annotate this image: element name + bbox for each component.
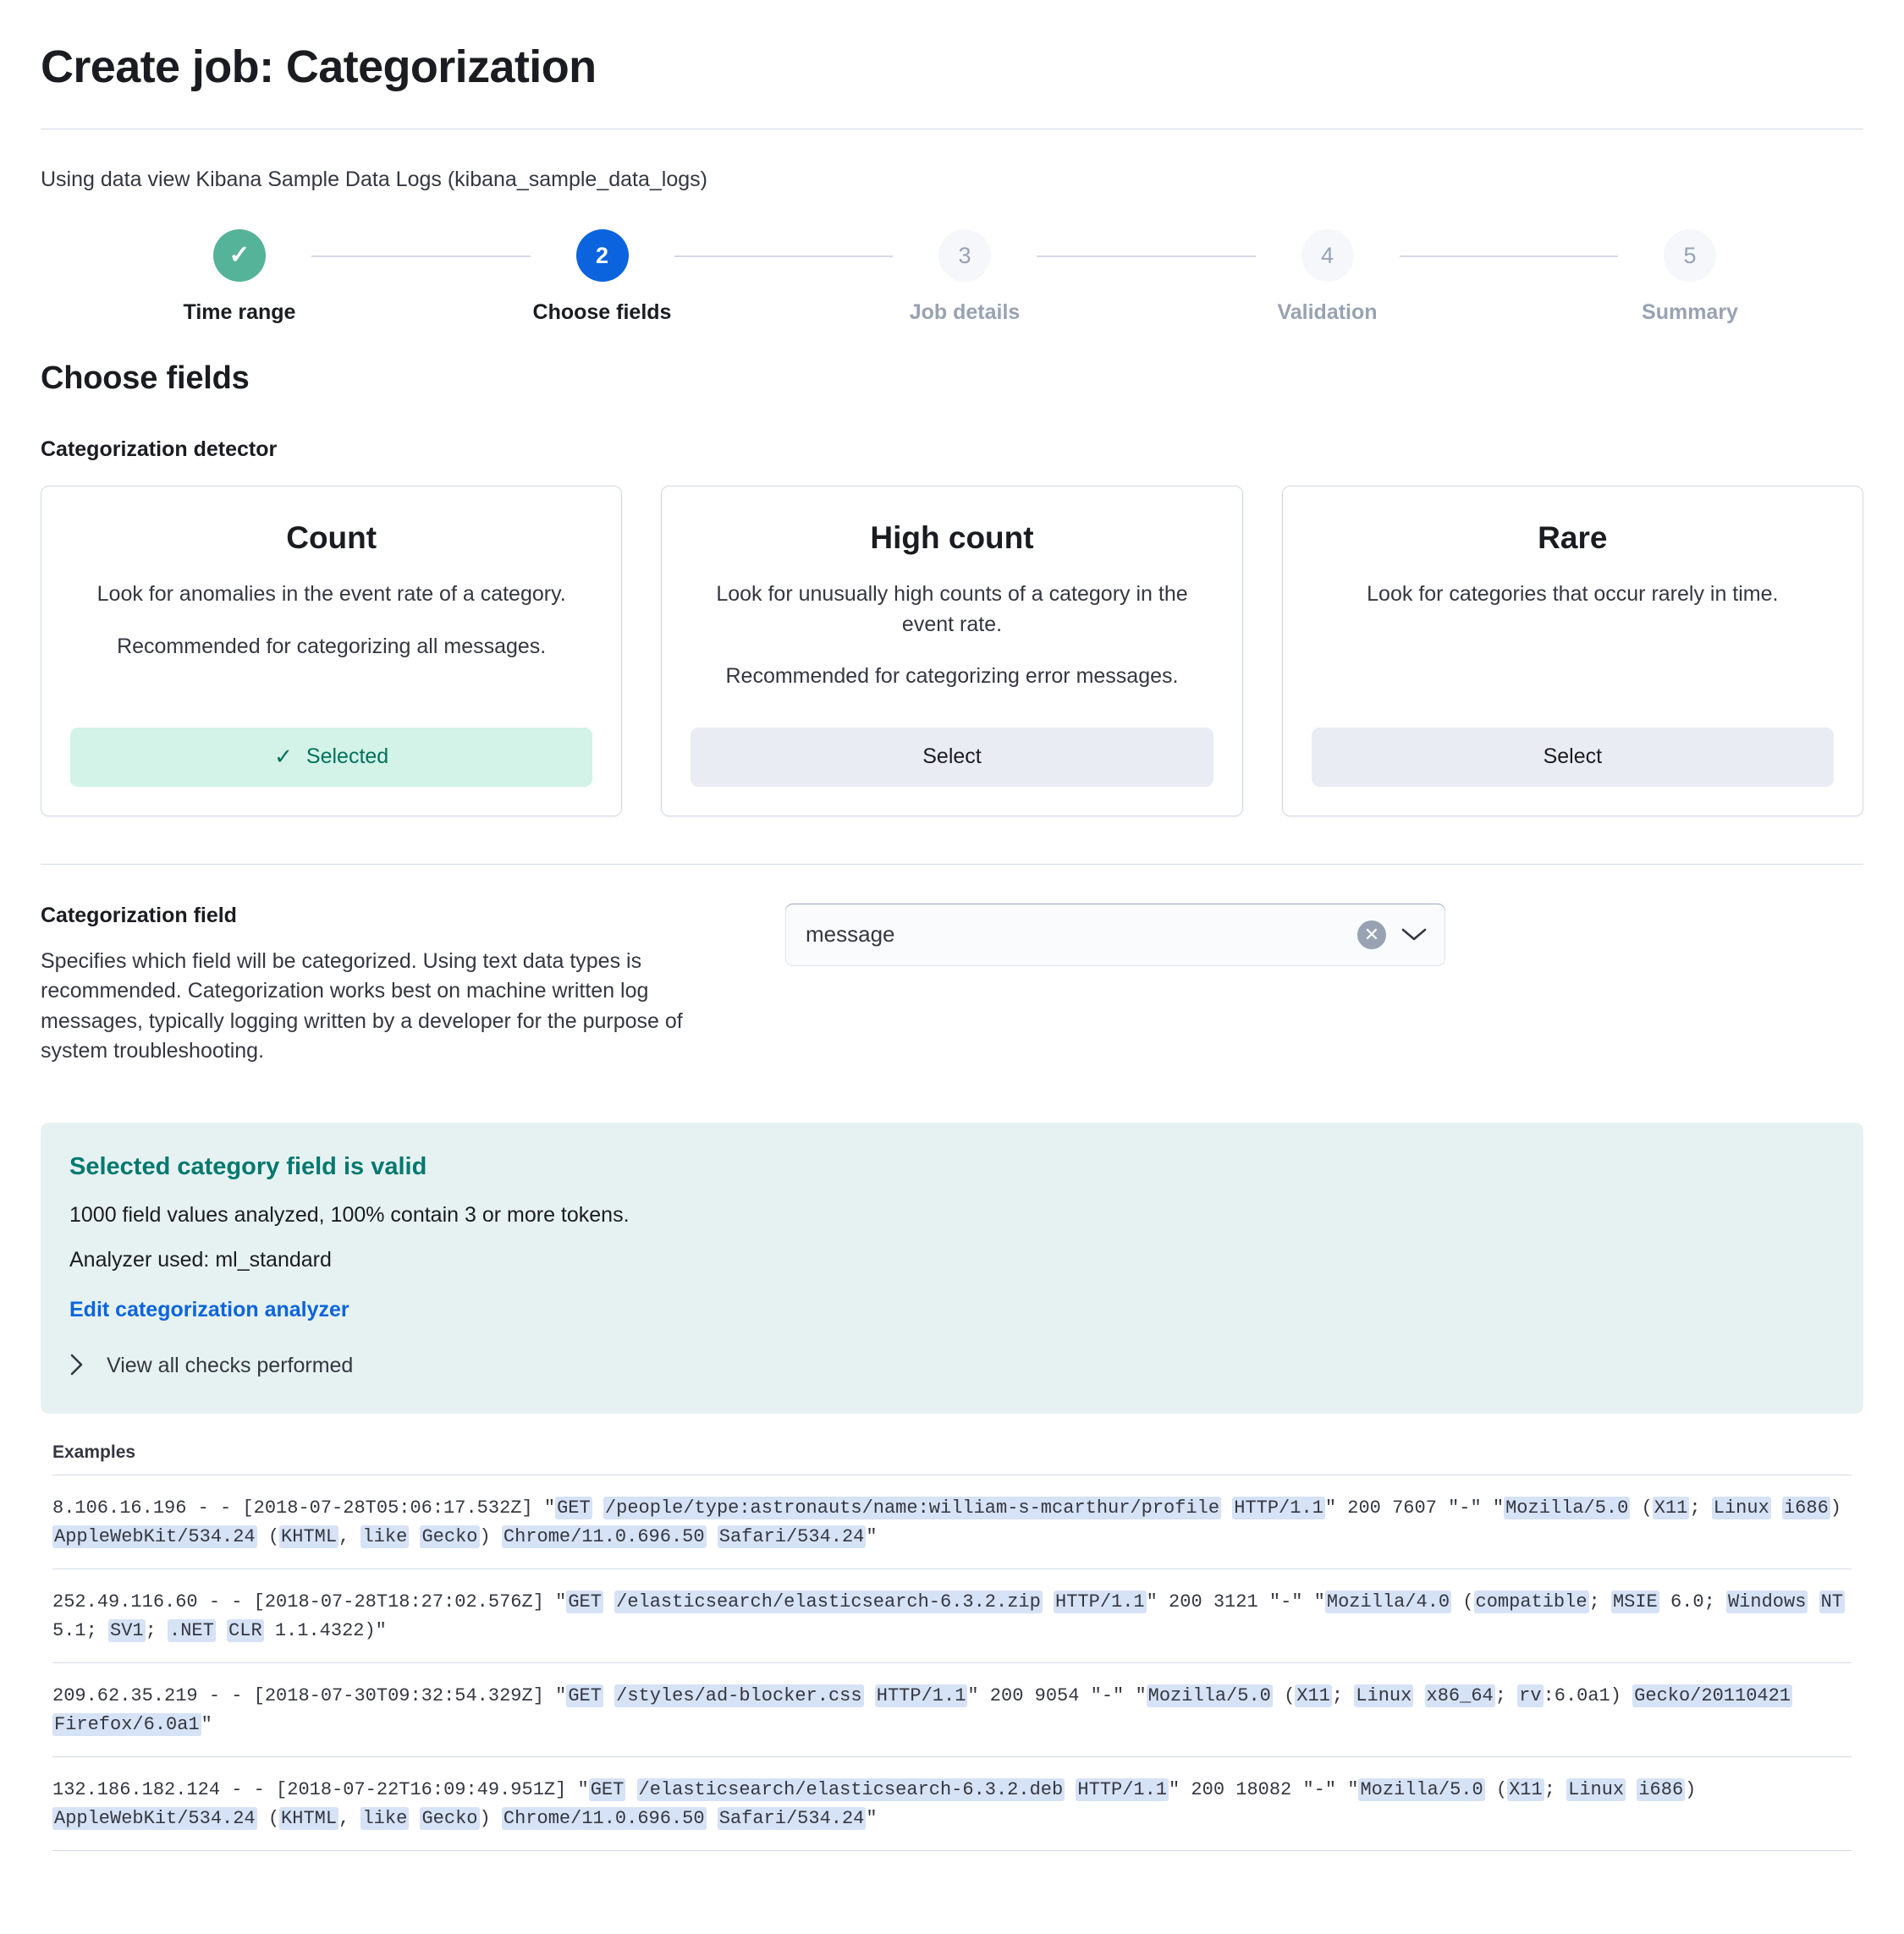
example-text [1771,1497,1782,1519]
example-text [1808,1591,1819,1613]
categorization-field-row [41,904,1863,1067]
categorization-field-info [41,904,735,1067]
example-token: like [362,1808,408,1830]
example-text: , [338,1525,361,1547]
example-text: 1.1.4322)" [263,1619,387,1641]
count-select-button[interactable] [70,728,592,787]
example-token: x86_64 [1426,1684,1494,1706]
example-text: " [201,1714,212,1736]
subsection-title-categorization-detector: Categorization detector [41,437,278,462]
detector-card-high-count[interactable] [661,486,1242,816]
example-text: ( [1451,1591,1474,1613]
example-text: ; [1331,1684,1355,1706]
example-token: AppleWebKit/534.24 [54,1525,256,1547]
step-connector [674,255,894,257]
example-text: 5.1; [52,1619,109,1641]
example-text: " 200 9054 "-" " [967,1684,1147,1706]
detector-card-rare[interactable] [1282,486,1863,816]
example-text [409,1808,420,1829]
example-text: ; [1689,1497,1712,1519]
example-text [625,1779,636,1800]
card-title: Count [286,520,377,556]
categorization-field-combobox[interactable] [785,904,1445,966]
step-connector [1400,255,1619,257]
card-description: Look for anomalies in the event rate of a category. [96,582,566,607]
card-title: Rare [1538,520,1608,556]
categorization-field-label: Categorization field [41,903,237,927]
example-token: Linux [1713,1497,1769,1519]
example-token: HTTP/1.1 [1055,1591,1145,1613]
example-text [592,1497,603,1519]
card-title: High count [870,520,1034,556]
step-number [1301,229,1354,282]
clear-icon[interactable]: ✕ [1357,920,1386,949]
example-token: /elasticsearch/elasticsearch-6.3.2.zip [616,1591,1041,1613]
step-check-icon [213,229,266,282]
examples-label: Examples [52,1442,136,1462]
example-row [52,1756,1852,1851]
wizard-step-1[interactable] [168,229,311,325]
example-row [52,1662,1852,1756]
step-indicator-text: 3 [958,242,971,268]
example-token: X11 [1296,1684,1330,1706]
example-text: ( [256,1525,280,1547]
example-token: CLR [228,1619,262,1641]
data-view-label: Using data view Kibana Sample Data Logs (kibana_sample_data_logs) [41,168,707,192]
callout-title: Selected category field is valid [69,1152,427,1180]
example-token: Safari/534.24 [718,1808,865,1830]
example-token: HTTP/1.1 [1234,1497,1323,1519]
card-description: Look for unusually high counts of a category in the event rate. [716,582,1188,636]
example-token: Mozilla/4.0 [1326,1591,1450,1613]
example-text: ) [479,1808,502,1830]
example-text [1221,1497,1232,1519]
example-text [1413,1685,1424,1706]
example-token: like [362,1525,408,1547]
card-description: Look for categories that occur rarely in time. [1367,582,1779,607]
view-all-checks-accordion[interactable] [69,1353,1830,1380]
step-indicator-text: 2 [595,242,609,268]
step-number [576,229,629,282]
categorization-field-description: Specifies which field will be categorized. Using text data types is recommended. Categorization works best on machine written log messages, typically logging written by a developer for the purpose of system troubleshooting. [41,948,683,1063]
example-token: i686 [1783,1497,1829,1519]
categorization-field-control [785,904,1445,1067]
wizard-step-2[interactable] [531,229,674,325]
example-text: ; [1544,1779,1567,1801]
example-token: HTTP/1.1 [876,1684,966,1706]
example-text: ) [1685,1779,1697,1801]
rare-select-button[interactable] [1312,728,1834,787]
example-token: KHTML [281,1808,338,1830]
example-token: Firefox/6.0a1 [54,1714,200,1736]
example-token: Safari/534.24 [718,1525,865,1547]
step-indicator-text: 4 [1320,242,1334,268]
example-token: Gecko/20110421 [1634,1684,1791,1706]
example-token: GET [568,1591,602,1613]
example-text [603,1591,614,1613]
example-text: ) [479,1525,502,1547]
example-text: 252.49.116.60 - - [2018-07-28T18:27:02.576Z] " [52,1591,567,1613]
callout-analyzer-line: Analyzer used: ml_standard [69,1247,332,1272]
example-token: Chrome/11.0.696.50 [503,1808,705,1830]
example-token: Mozilla/5.0 [1360,1779,1483,1801]
wizard-steps [41,229,1863,325]
example-token: NT [1820,1591,1844,1613]
step-indicator-text: 5 [1683,242,1697,268]
categorization-field-value: message [806,921,895,948]
create-job-page [0,41,1904,1851]
example-token: rv [1519,1684,1542,1706]
example-text [707,1808,718,1829]
example-token: i686 [1638,1779,1684,1801]
edit-categorization-analyzer-link[interactable]: Edit categorization analyzer [69,1297,349,1321]
validation-callout [41,1123,1863,1414]
example-token: Mozilla/5.0 [1505,1497,1629,1519]
example-text: " [866,1525,878,1547]
example-token: Mozilla/5.0 [1147,1684,1271,1706]
check-icon: ✓ [274,744,293,770]
card-spacer [70,684,592,714]
example-token: Gecko [421,1525,478,1547]
example-token: X11 [1654,1497,1688,1519]
callout-analyzed-line: 1000 field values analyzed, 100% contain 3 or more tokens. [69,1202,630,1227]
example-text: ( [1272,1684,1296,1706]
section-title-choose-fields: Choose fields [41,360,250,397]
step-indicator-text: ✓ [228,241,250,270]
example-text: ( [1484,1779,1508,1801]
step-label: Time range [183,300,296,325]
example-text: , [338,1808,361,1830]
example-text: 209.62.35.219 - - [2018-07-30T09:32:54.329Z] " [52,1684,567,1706]
example-token: compatible [1475,1591,1588,1613]
example-token: Chrome/11.0.696.50 [503,1525,705,1547]
example-text [409,1526,420,1547]
example-text: 6.0; [1659,1591,1726,1613]
example-token: GET [557,1497,591,1519]
wizard-step-5[interactable] [1618,229,1762,325]
view-all-checks-label: View all checks performed [107,1354,354,1378]
example-text [1043,1591,1054,1613]
example-text [1065,1779,1076,1800]
step-label: Job details [909,300,1021,325]
example-text: ; [1494,1684,1518,1706]
step-connector [1037,255,1256,257]
example-token: HTTP/1.1 [1077,1779,1168,1801]
example-text: " 200 7607 "-" " [1324,1497,1505,1519]
example-text [603,1685,614,1706]
example-token: KHTML [281,1525,338,1547]
chevron-down-icon[interactable] [1401,924,1427,946]
example-text: " 200 3121 "-" " [1146,1591,1325,1613]
example-text [707,1526,718,1547]
step-connector [311,255,531,257]
count-select-button-label: Selected [305,744,389,769]
step-number [1664,229,1716,282]
example-token: /styles/ad-blocker.css [616,1684,862,1706]
example-token: Linux [1568,1779,1625,1801]
detector-card-count[interactable] [41,486,622,816]
example-text: ; [1588,1591,1611,1613]
example-text: 132.186.182.124 - - [2018-07-22T16:09:49.951Z] " [52,1779,589,1801]
detector-divider [41,864,1863,865]
example-token: Gecko [421,1808,478,1830]
example-text: 8.106.16.196 - - [2018-07-28T05:06:17.532Z] " [52,1497,556,1519]
card-recommendation: Recommended for categorizing error messages. [725,664,1179,689]
example-row [52,1475,1852,1569]
high-count-select-button[interactable] [691,728,1213,787]
example-token: GET [568,1684,602,1706]
example-text: ) [1830,1497,1841,1519]
rare-select-button-label: Select [1543,744,1603,769]
example-token: /people/type:astronauts/name:william-s-mcarthur/profile [604,1497,1220,1519]
step-number [938,229,991,282]
example-text: :6.0a1) [1543,1684,1633,1706]
example-text: ; [145,1619,168,1641]
example-token: /elasticsearch/elasticsearch-6.3.2.deb [638,1779,1064,1801]
example-token: Linux [1356,1684,1412,1706]
detector-card-list [41,486,1863,816]
example-text: " [866,1808,878,1830]
step-label: Choose fields [532,300,672,325]
wizard-step-4[interactable] [1256,229,1400,325]
high-count-select-button-label: Select [922,744,982,769]
example-token: AppleWebKit/534.24 [54,1808,256,1830]
example-text [1626,1779,1637,1800]
step-label: Summary [1642,300,1738,325]
example-text [864,1685,875,1706]
example-token: SV1 [110,1619,144,1641]
example-token: GET [590,1779,625,1801]
wizard-step-3[interactable] [893,229,1037,325]
chevron-right-icon [69,1353,85,1380]
step-label: Validation [1277,300,1378,325]
page-title: Create job: Categorization [41,41,597,92]
example-row [52,1569,1852,1662]
example-text: ( [256,1808,280,1830]
example-token: .NET [169,1619,214,1641]
card-recommendation: Recommended for categorizing all messages. [117,634,547,658]
card-spacer [1312,632,1834,714]
examples-list [41,1475,1863,1852]
example-text: ( [1630,1497,1653,1519]
example-text: " 200 18082 "-" " [1169,1779,1359,1801]
example-token: X11 [1509,1779,1543,1801]
example-text [216,1620,227,1641]
example-token: Windows [1727,1591,1807,1613]
example-token: MSIE [1612,1591,1658,1613]
